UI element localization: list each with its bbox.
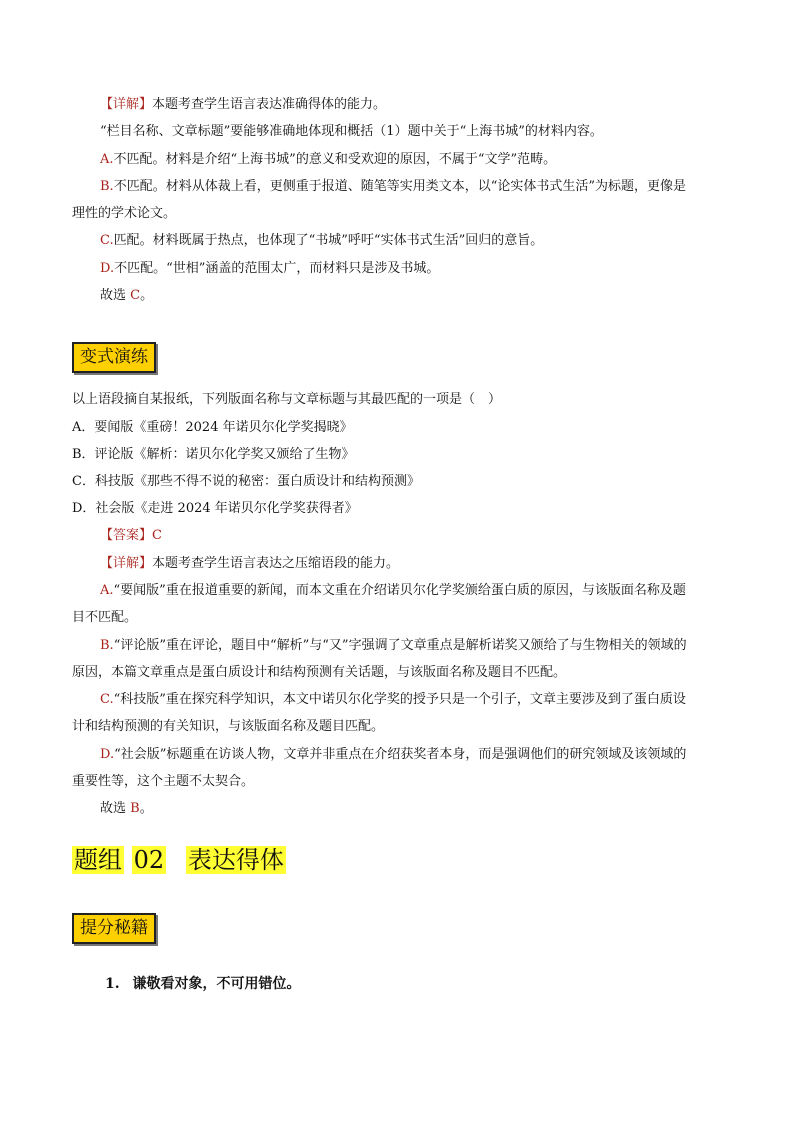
detail-tag: 【详解】 [100,97,153,112]
explain-a-text: “要闻版”重在报道重要的新闻，而本文重在介绍诺贝尔化学奖颁给蛋白质的原因，与该版面名称及题 [113,583,686,598]
variant-question: 以上语段摘自某报纸，下列版面名称与文章标题与其最匹配的一项是（ ） [72,392,502,407]
variant-detail [72,555,724,573]
option-d-label: D. [100,261,115,276]
variant-detail-tag: 【详解】 [100,556,153,571]
variant-conclusion-suffix: 。 [139,801,153,816]
option-b-label: B. [100,179,114,194]
detail-text: 本题考查学生语言表达准确得体的能力。 [152,97,387,112]
explain-b [72,637,724,655]
choice-a: A．要闻版《重磅！2024 年诺贝尔化学奖揭晓》 [72,420,353,435]
option-a-text: 不匹配。材料是介绍“上海书城”的意义和受欢迎的原因，不属于“文学”范畴。 [113,152,557,167]
variant-detail-text: 本题考查学生语言表达之压缩语段的能力。 [152,556,400,571]
group-heading-title: 表达得体 [187,846,284,874]
option-a-label: A. [100,152,114,167]
option-c-explanation [72,232,724,250]
option-b-continuation: 理性的学术论文。 [72,206,177,221]
explain-c-continuation: 计和结构预测的有关知识，与该版面名称及题目匹配。 [72,719,385,734]
option-c-label: C. [100,233,114,248]
group-heading [72,844,286,876]
tips-label: 提分秘籍 [72,913,156,944]
choice-b: B．评论版《解析：诺贝尔化学奖又颁给了生物》 [72,447,355,462]
choice-d: D．社会版《走进 2024 年诺贝尔化学奖获得者》 [72,501,358,516]
conclusion-suffix: 。 [140,288,154,303]
explain-c [72,691,724,709]
option-b-explanation [72,178,724,196]
option-c-text: 匹配。材料既属于热点，也体现了“书城”呼吁“实体书式生活”回归的意旨。 [113,233,544,248]
detail-paragraph [72,96,724,114]
conclusion [72,287,724,305]
option-b-text: 不匹配。材料从体裁上看，更侧重于报道、随笔等实用类文本，以“论实体书式生活”为标题，更像是 [113,179,686,194]
explain-a-continuation: 目不匹配。 [72,610,138,625]
tip-item-text: 谦敬看对象，不可用错位。 [132,976,301,992]
answer-line [72,527,724,545]
tip-item-number: 1. [105,976,120,992]
explain-b-text: “评论版”重在评论，题目中“解析”与“又”字强调了文章重点是解析诺奖又颁给了与生物相关的领域的 [113,638,687,653]
answer-tag: 【答案】 [100,528,153,543]
explain-a-label: A. [100,583,114,598]
answer-value: C [152,528,162,543]
explain-d-continuation: 重要性等，这个主题不太契合。 [72,774,255,789]
variant-conclusion-prefix: 故选 [100,801,131,816]
explain-d-text: “社会版”标题重在访谈人物，文章并非重点在介绍获奖者本身，而是强调他们的研究领域及该领域的 [114,747,687,762]
explain-a [72,582,724,600]
conclusion-answer: C [130,288,141,303]
intro-paragraph: “栏目名称、文章标题”要能够准确地体现和概括（1）题中关于“上海书城”的材料内容。 [100,124,603,139]
choice-c: C．科技版《那些不得不说的秘密：蛋白质设计和结构预测》 [72,474,420,489]
explain-d-label: D. [100,747,115,762]
explain-b-continuation: 原因，本篇文章重点是蛋白质设计和结构预测有关话题，与该版面名称及题目不匹配。 [72,665,567,680]
option-d-explanation [72,260,724,278]
group-heading-number: 02 [133,846,165,874]
variant-conclusion-answer: B [130,801,140,816]
explain-c-label: C. [100,692,114,707]
option-d-text: 不匹配。“世相”涵盖的范围太广，而材料只是涉及书城。 [114,261,440,276]
option-a-explanation [72,151,724,169]
variant-practice-label: 变式演练 [72,342,156,373]
tip-item-1 [105,974,301,994]
explain-b-label: B. [100,638,114,653]
explain-d [72,746,724,764]
conclusion-prefix: 故选 [100,288,131,303]
variant-conclusion [72,800,724,818]
group-heading-part1: 题组 [74,846,122,874]
explain-c-text: “科技版”重在探究科学知识，本文中诺贝尔化学奖的授予只是一个引子，文章主要涉及到了蛋白质设 [113,692,686,707]
